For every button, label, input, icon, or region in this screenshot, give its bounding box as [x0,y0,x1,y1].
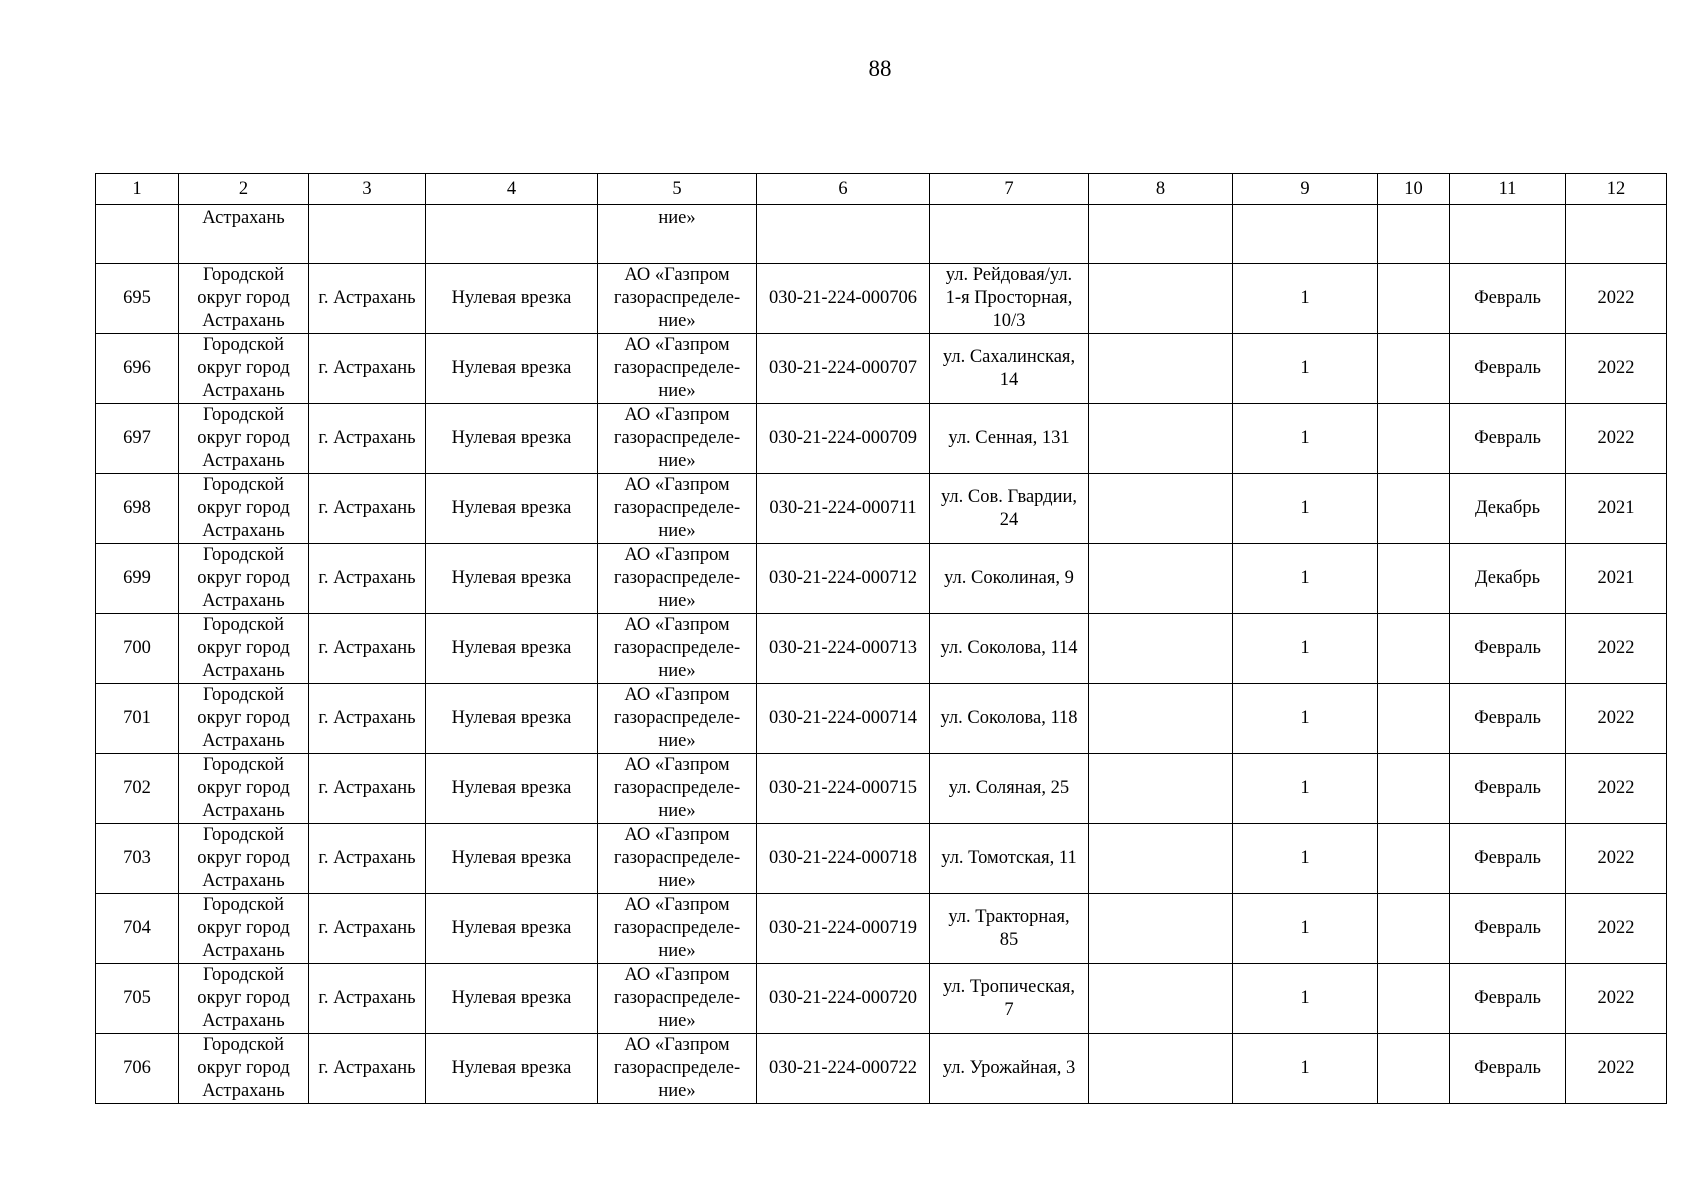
cell-line: округ город [197,988,290,1008]
table-row [96,754,1667,824]
cell-line: ул. Томотская, 11 [941,848,1077,868]
cell-line: газораспределе- [613,988,741,1008]
row-number-cell: 696 [96,334,179,404]
cell-line: Астрахань [202,661,285,681]
cell-line: ние» [658,451,696,471]
column-header: 12 [1566,174,1667,205]
district-cell [179,544,309,614]
cell-line: ние» [658,871,696,891]
cell-line: округ город [197,638,290,658]
city-cell: г. Астрахань [309,684,426,754]
row-number-cell: 703 [96,824,179,894]
cell-line: Городской [202,895,285,915]
quantity-cell: 1 [1233,334,1378,404]
cell-line: ул. Сов. Гвардии, [940,486,1078,507]
cell-line: ул. Соколиная, 9 [944,568,1074,588]
table-cell [1089,544,1233,614]
row-number-cell: 704 [96,894,179,964]
address-cell [930,404,1089,474]
page-number: 88 [868,56,892,81]
cell-line: ул. Соколова, 118 [940,708,1078,728]
register-table [95,173,1667,1104]
object-code-cell: 030-21-224-000713 [757,614,930,684]
year-cell: 2022 [1566,684,1667,754]
district-cell [179,684,309,754]
cell-line: Астрахань [202,871,285,891]
year-cell: 2022 [1566,754,1667,824]
month-cell: Февраль [1450,334,1566,404]
district-cell [179,334,309,404]
organization-cell [598,614,757,684]
object-code-cell: 030-21-224-000711 [757,474,930,544]
district-cell [179,474,309,544]
object-code-cell: 030-21-224-000714 [757,684,930,754]
city-cell: г. Астрахань [309,1034,426,1104]
city-cell: г. Астрахань [309,754,426,824]
cell-line: Астрахань [202,801,285,821]
table-row [96,614,1667,684]
cell-line: АО «Газпром [624,335,730,355]
cell-line: Астрахань [202,1081,285,1101]
cell-line: 7 [1004,999,1014,1020]
table-cell [1089,474,1233,544]
work-type-cell: Нулевая врезка [426,684,598,754]
cell-line: ние» [658,521,696,541]
cell-line: газораспределе- [613,358,741,378]
table-cell [1233,205,1378,264]
cell-line: газораспределе- [613,848,741,868]
table-cell [1378,964,1450,1034]
column-number-row [96,174,1667,205]
work-type-cell: Нулевая врезка [426,474,598,544]
table-cell [1378,754,1450,824]
year-cell: 2021 [1566,474,1667,544]
city-cell: г. Астрахань [309,404,426,474]
table-cell [930,205,1089,264]
cell-line: 1-я Просторная, [945,288,1073,308]
cell-line: Астрахань [202,731,285,751]
cell-line: Городской [202,685,285,705]
table-row [96,264,1667,334]
organization-cell [598,684,757,754]
cell-line: газораспределе- [613,638,741,658]
quantity-cell: 1 [1233,544,1378,614]
object-code-cell: 030-21-224-000706 [757,264,930,334]
district-cell [179,824,309,894]
cell-line: АО «Газпром [624,895,730,915]
city-cell: г. Астрахань [309,264,426,334]
table-cell [1089,334,1233,404]
cell-line: 24 [999,509,1019,530]
work-type-cell: Нулевая врезка [426,754,598,824]
month-cell: Февраль [1450,614,1566,684]
column-header: 5 [598,174,757,205]
organization-cell [598,754,757,824]
cell-line: ние» [658,801,696,821]
object-code-cell: 030-21-224-000719 [757,894,930,964]
cell-line: ул. Соколова, 114 [940,638,1078,658]
year-cell: 2022 [1566,404,1667,474]
cell-line: Городской [202,475,285,495]
cell-line: АО «Газпром [624,755,730,775]
work-type-cell: Нулевая врезка [426,544,598,614]
cell-line: АО «Газпром [624,405,730,425]
quantity-cell: 1 [1233,404,1378,474]
column-header: 2 [179,174,309,205]
cell-line: Астрахань [202,521,285,541]
cell-line: ул. Тракторная, [948,906,1070,927]
work-type-cell: Нулевая врезка [426,894,598,964]
cell-line: округ город [197,428,290,448]
row-number-cell: 701 [96,684,179,754]
cell-line: округ город [197,708,290,728]
table-cell [96,205,179,264]
column-header: 6 [757,174,930,205]
cell-line: АО «Газпром [624,965,730,985]
work-type-cell: Нулевая врезка [426,964,598,1034]
city-cell: г. Астрахань [309,614,426,684]
cell-line: газораспределе- [613,708,741,728]
work-type-cell: Нулевая врезка [426,614,598,684]
district-cell [179,404,309,474]
table-row [96,824,1667,894]
quantity-cell: 1 [1233,894,1378,964]
cell-line: ние» [658,941,696,961]
table-row [96,474,1667,544]
address-cell [930,614,1089,684]
row-number-cell: 705 [96,964,179,1034]
column-header: 8 [1089,174,1233,205]
cell-line: АО «Газпром [624,265,730,285]
cell-line: округ город [197,848,290,868]
object-code-cell: 030-21-224-000715 [757,754,930,824]
cell-line: АО «Газпром [624,545,730,565]
year-cell: 2022 [1566,264,1667,334]
table-cell: ние» [598,205,757,264]
cell-line: Астрахань [202,451,285,471]
object-code-cell: 030-21-224-000722 [757,1034,930,1104]
table-cell [1378,334,1450,404]
city-cell: г. Астрахань [309,964,426,1034]
cell-line: газораспределе- [613,568,741,588]
cell-line: Астрахань [202,311,285,331]
month-cell: Февраль [1450,754,1566,824]
cell-line: ние» [658,661,696,681]
table-cell [1378,404,1450,474]
cell-line: Городской [202,615,285,635]
quantity-cell: 1 [1233,264,1378,334]
city-cell: г. Астрахань [309,334,426,404]
column-header: 4 [426,174,598,205]
cell-line: Городской [202,405,285,425]
table-cell [1089,1034,1233,1104]
year-cell: 2022 [1566,1034,1667,1104]
table-cell [1089,205,1233,264]
cell-line: округ город [197,498,290,518]
cell-line: Городской [202,545,285,565]
month-cell: Февраль [1450,404,1566,474]
continuation-row [96,205,1667,264]
table-cell [1450,205,1566,264]
month-cell: Февраль [1450,824,1566,894]
cell-line: Городской [202,265,285,285]
cell-line: округ город [197,918,290,938]
row-number-cell: 697 [96,404,179,474]
month-cell: Декабрь [1450,474,1566,544]
column-header: 9 [1233,174,1378,205]
table-row [96,1034,1667,1104]
table-cell: Астрахань [179,205,309,264]
year-cell: 2022 [1566,614,1667,684]
month-cell: Февраль [1450,894,1566,964]
year-cell: 2022 [1566,334,1667,404]
cell-line: газораспределе- [613,428,741,448]
cell-line: Городской [202,965,285,985]
cell-line: ние» [658,591,696,611]
table-cell [1089,614,1233,684]
cell-line: 14 [999,369,1019,390]
quantity-cell: 1 [1233,754,1378,824]
month-cell: Февраль [1450,684,1566,754]
year-cell: 2022 [1566,964,1667,1034]
year-cell: 2021 [1566,544,1667,614]
column-header: 7 [930,174,1089,205]
table-cell [1378,264,1450,334]
object-code-cell: 030-21-224-000720 [757,964,930,1034]
table-cell [1089,264,1233,334]
table-cell [1089,824,1233,894]
work-type-cell: Нулевая врезка [426,334,598,404]
cell-line: газораспределе- [613,918,741,938]
table-cell [309,205,426,264]
table-row [96,894,1667,964]
cell-line: АО «Газпром [624,1035,730,1055]
cell-line: округ город [197,358,290,378]
address-cell [930,824,1089,894]
address-cell [930,964,1089,1034]
organization-cell [598,1034,757,1104]
cell-line: Городской [202,1035,285,1055]
table-row [96,964,1667,1034]
cell-line: округ город [197,568,290,588]
work-type-cell: Нулевая врезка [426,404,598,474]
table-cell [1378,544,1450,614]
table-cell [1566,205,1667,264]
object-code-cell: 030-21-224-000707 [757,334,930,404]
district-cell [179,754,309,824]
cell-line: газораспределе- [613,498,741,518]
cell-line: 85 [999,929,1019,950]
cell-line: округ город [197,288,290,308]
cell-line: ул. Соляная, 25 [948,778,1070,798]
table-row [96,544,1667,614]
table-cell [1378,894,1450,964]
district-cell [179,894,309,964]
table-cell [1089,964,1233,1034]
cell-line: ние» [658,731,696,751]
table-cell [1089,404,1233,474]
cell-line: газораспределе- [613,1058,741,1078]
cell-line: ние» [658,1011,696,1031]
year-cell: 2022 [1566,894,1667,964]
table-row [96,684,1667,754]
cell-line: ние» [658,1081,696,1101]
object-code-cell: 030-21-224-000709 [757,404,930,474]
cell-line: Астрахань [202,591,285,611]
table-cell [1089,754,1233,824]
address-cell [930,1034,1089,1104]
city-cell: г. Астрахань [309,824,426,894]
table-cell [1378,684,1450,754]
work-type-cell: Нулевая врезка [426,1034,598,1104]
organization-cell [598,474,757,544]
cell-line: ул. Рейдовая/ул. [945,265,1073,285]
table-cell [1089,894,1233,964]
district-cell [179,614,309,684]
cell-line: Астрахань [202,1011,285,1031]
cell-line: газораспределе- [613,778,741,798]
quantity-cell: 1 [1233,964,1378,1034]
row-number-cell: 706 [96,1034,179,1104]
cell-line: Городской [202,825,285,845]
organization-cell [598,334,757,404]
table-cell [1378,1034,1450,1104]
cell-line: ул. Сахалинская, [942,346,1076,367]
address-cell [930,474,1089,544]
cell-line: Астрахань [202,941,285,961]
district-cell [179,1034,309,1104]
table-cell [1378,205,1450,264]
table-row [96,334,1667,404]
quantity-cell: 1 [1233,824,1378,894]
table-cell [757,205,930,264]
organization-cell [598,964,757,1034]
cell-line: АО «Газпром [624,825,730,845]
month-cell: Февраль [1450,1034,1566,1104]
quantity-cell: 1 [1233,1034,1378,1104]
cell-line: 10/3 [992,311,1026,331]
city-cell: г. Астрахань [309,474,426,544]
cell-line: АО «Газпром [624,685,730,705]
cell-line: ул. Урожайная, 3 [942,1058,1076,1078]
row-number-cell: 699 [96,544,179,614]
city-cell: г. Астрахань [309,544,426,614]
address-cell [930,754,1089,824]
work-type-cell: Нулевая врезка [426,264,598,334]
column-header: 10 [1378,174,1450,205]
organization-cell [598,894,757,964]
month-cell: Февраль [1450,264,1566,334]
month-cell: Февраль [1450,964,1566,1034]
address-cell [930,894,1089,964]
cell-line: ние» [658,381,696,401]
address-cell [930,684,1089,754]
organization-cell [598,404,757,474]
cell-line: АО «Газпром [624,615,730,635]
month-cell: Декабрь [1450,544,1566,614]
quantity-cell: 1 [1233,684,1378,754]
quantity-cell: 1 [1233,614,1378,684]
table-cell [1089,684,1233,754]
row-number-cell: 700 [96,614,179,684]
cell-line: округ город [197,778,290,798]
row-number-cell: 702 [96,754,179,824]
cell-line: АО «Газпром [624,475,730,495]
table-row [96,404,1667,474]
table-cell [1378,614,1450,684]
cell-line: ние» [658,311,696,331]
district-cell [179,964,309,1034]
table-cell [426,205,598,264]
organization-cell [598,824,757,894]
table-cell [1378,474,1450,544]
object-code-cell: 030-21-224-000718 [757,824,930,894]
column-header: 3 [309,174,426,205]
address-cell [930,334,1089,404]
organization-cell [598,264,757,334]
cell-line: Городской [202,755,285,775]
year-cell: 2022 [1566,824,1667,894]
table-cell [1378,824,1450,894]
cell-line: округ город [197,1058,290,1078]
organization-cell [598,544,757,614]
column-header: 1 [96,174,179,205]
quantity-cell: 1 [1233,474,1378,544]
work-type-cell: Нулевая врезка [426,824,598,894]
row-number-cell: 698 [96,474,179,544]
cell-line: Астрахань [202,381,285,401]
cell-line: ул. Тропическая, [942,976,1076,997]
column-header: 11 [1450,174,1566,205]
row-number-cell: 695 [96,264,179,334]
district-cell [179,264,309,334]
address-cell [930,264,1089,334]
address-cell [930,544,1089,614]
object-code-cell: 030-21-224-000712 [757,544,930,614]
cell-line: Городской [202,335,285,355]
cell-line: газораспределе- [613,288,741,308]
cell-line: ул. Сенная, 131 [948,428,1070,448]
city-cell: г. Астрахань [309,894,426,964]
